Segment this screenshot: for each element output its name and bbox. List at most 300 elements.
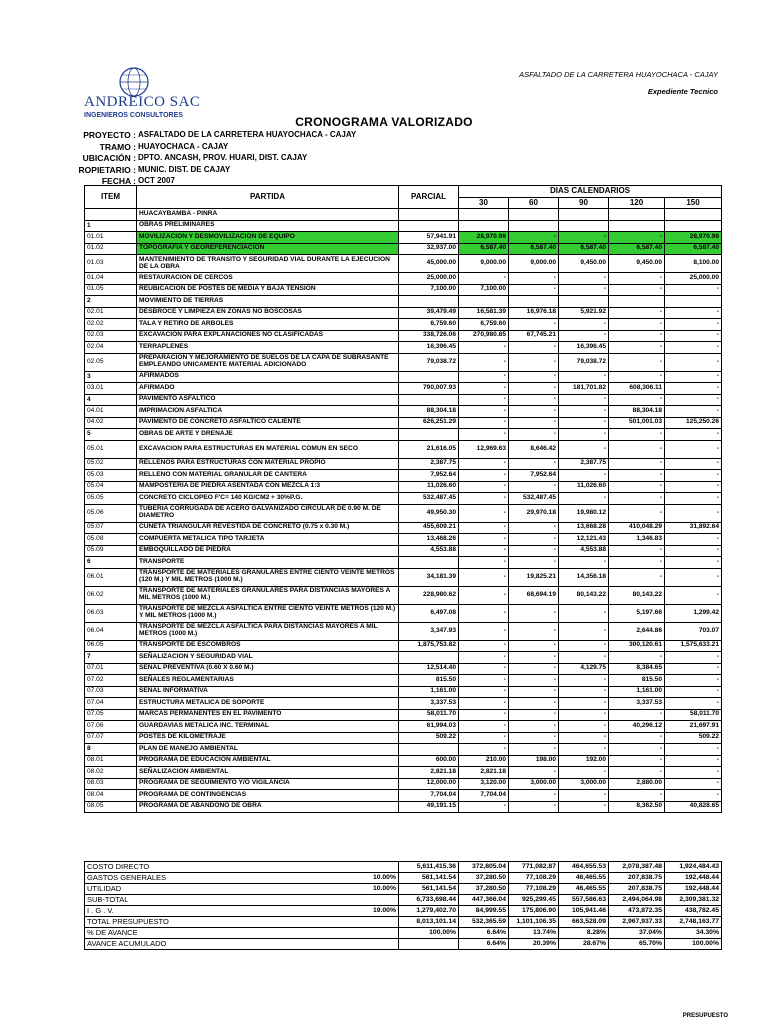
item-description: GUARDAVIAS METALICA INC. TERMINAL bbox=[137, 721, 399, 733]
item-day-value: - bbox=[559, 767, 609, 779]
item-day-value: 6,587.40 bbox=[459, 243, 509, 255]
item-day-value bbox=[559, 220, 609, 232]
header-expediente: Expediente Tecnico bbox=[647, 87, 718, 96]
item-day-value: 1,346.83 bbox=[609, 534, 665, 546]
table-row bbox=[85, 686, 722, 698]
table-row bbox=[85, 383, 722, 395]
item-day-value: 58,011.70 bbox=[665, 709, 722, 721]
item-day-value: - bbox=[609, 371, 665, 383]
item-parcial bbox=[399, 296, 459, 308]
item-day-value: 5,921.92 bbox=[559, 307, 609, 319]
item-day-value: - bbox=[609, 440, 665, 458]
item-description: TRANSPORTE DE MEZCLA ASFALTICA ENTRE CIENTO VEINTE METROS (120 M.) Y MIL METROS (1000 M.) bbox=[137, 604, 399, 622]
item-parcial: 13,468.26 bbox=[399, 534, 459, 546]
item-code: 1 bbox=[85, 220, 137, 232]
table-row bbox=[85, 273, 722, 285]
item-day-value: - bbox=[459, 622, 509, 640]
item-description: EXCAVACION PARA ESTRUCTURAS EN MATERIAL COMUN EN SECO bbox=[137, 440, 399, 458]
summary-day-value: 100.00% bbox=[665, 939, 722, 950]
item-day-value: 21,697.91 bbox=[665, 721, 722, 733]
table-row bbox=[85, 353, 722, 371]
item-day-value: 7,704.04 bbox=[459, 790, 509, 802]
item-day-value: - bbox=[665, 778, 722, 790]
item-description: OBRAS PRELIMINARES bbox=[137, 220, 399, 232]
item-day-value: 67,745.21 bbox=[509, 330, 559, 342]
item-day-value: - bbox=[559, 698, 609, 710]
item-day-value: 9,000.00 bbox=[509, 255, 559, 273]
item-description: TOPOGRAFIA Y GEOREFERENCIACION bbox=[137, 243, 399, 255]
item-day-value: - bbox=[559, 232, 609, 244]
item-day-value: - bbox=[459, 545, 509, 557]
item-day-value: 8,384.65 bbox=[609, 663, 665, 675]
item-code: 07.06 bbox=[85, 721, 137, 733]
item-day-value: - bbox=[665, 586, 722, 604]
item-day-value: - bbox=[509, 622, 559, 640]
item-parcial: 790,007.93 bbox=[399, 383, 459, 395]
item-day-value: - bbox=[609, 504, 665, 522]
item-day-value: - bbox=[609, 557, 665, 569]
item-day-value: - bbox=[509, 429, 559, 441]
item-day-value: 19,825.21 bbox=[509, 568, 559, 586]
item-code: 05.07 bbox=[85, 522, 137, 534]
item-code: 5 bbox=[85, 429, 137, 441]
col-partida: PARTIDA bbox=[137, 186, 399, 209]
table-row bbox=[85, 732, 722, 744]
item-description: IMPRIMACION ASFALTICA bbox=[137, 406, 399, 418]
item-day-value: - bbox=[665, 470, 722, 482]
item-day-value: - bbox=[459, 686, 509, 698]
item-day-value: 6,587.40 bbox=[509, 243, 559, 255]
summary-day-value: 771,082.87 bbox=[509, 862, 559, 873]
item-description: RELLENOS PARA ESTRUCTURAS CON MATERIAL PROPIO bbox=[137, 458, 399, 470]
item-day-value: - bbox=[559, 732, 609, 744]
summary-label: % DE AVANCE bbox=[85, 928, 335, 939]
item-description: SEÑALIZACION Y SEGURIDAD VIAL bbox=[137, 652, 399, 664]
item-parcial: 455,609.21 bbox=[399, 522, 459, 534]
logo-name: ANDREICO SAC bbox=[84, 94, 201, 110]
item-day-value: - bbox=[509, 663, 559, 675]
summary-day-value: 28.67% bbox=[559, 939, 609, 950]
item-parcial: 49,191.15 bbox=[399, 801, 459, 813]
item-day-value: - bbox=[509, 371, 559, 383]
item-code: 05.06 bbox=[85, 504, 137, 522]
item-day-value: - bbox=[665, 284, 722, 296]
item-day-value: - bbox=[609, 545, 665, 557]
item-parcial bbox=[399, 429, 459, 441]
item-description: MOVILIZACION Y DESMOVILIZACION DE EQUIPO bbox=[137, 232, 399, 244]
item-day-value: - bbox=[509, 545, 559, 557]
item-description: TRANSPORTE DE MATERIALES GRANULARES ENTRE CIENTO VEINTE METROS (120 M.) Y MIL METROS (1000 M.) bbox=[137, 568, 399, 586]
summary-parcial: 5,611,415.36 bbox=[399, 862, 459, 873]
summary-day-value: 77,108.29 bbox=[509, 873, 559, 884]
item-parcial: 6,759.60 bbox=[399, 319, 459, 331]
summary-percent bbox=[335, 939, 399, 950]
summary-label: I . G . V. bbox=[85, 906, 335, 917]
table-row bbox=[85, 481, 722, 493]
item-day-value: - bbox=[559, 493, 609, 505]
item-day-value: - bbox=[509, 232, 559, 244]
item-description: SEÑAL PREVENTIVA (0.60 X 0.60 M.) bbox=[137, 663, 399, 675]
item-day-value: - bbox=[459, 481, 509, 493]
item-description: CONCRETO CICLOPEO F'C= 140 KG/CM2 + 30%P.G. bbox=[137, 493, 399, 505]
summary-percent bbox=[335, 895, 399, 906]
item-day-value: 14,356.18 bbox=[559, 568, 609, 586]
table-row bbox=[85, 243, 722, 255]
summary-day-value: 37,280.50 bbox=[459, 884, 509, 895]
item-day-value: - bbox=[509, 709, 559, 721]
summary-day-value: 447,366.04 bbox=[459, 895, 509, 906]
summary-row bbox=[85, 939, 722, 950]
table-row bbox=[85, 755, 722, 767]
cell-empty bbox=[559, 209, 609, 221]
meta-value: DPTO. ANCASH, PROV. HUARI, DIST. CAJAY bbox=[138, 153, 308, 162]
item-parcial bbox=[399, 371, 459, 383]
item-parcial bbox=[399, 220, 459, 232]
item-day-value: 5,197.66 bbox=[609, 604, 665, 622]
item-day-value: - bbox=[509, 686, 559, 698]
meta-label: TRAMO : bbox=[99, 141, 136, 152]
item-day-value bbox=[459, 220, 509, 232]
summary-day-value: 8.28% bbox=[559, 928, 609, 939]
summary-day-value: 557,586.63 bbox=[559, 895, 609, 906]
item-day-value: - bbox=[609, 652, 665, 664]
item-day-value: - bbox=[459, 801, 509, 813]
item-day-value: - bbox=[665, 663, 722, 675]
item-day-value: - bbox=[559, 652, 609, 664]
item-day-value: - bbox=[459, 698, 509, 710]
item-day-value: 13,668.28 bbox=[559, 522, 609, 534]
item-description: SEÑALES REGLAMENTARIAS bbox=[137, 675, 399, 687]
summary-row bbox=[85, 928, 722, 939]
summary-percent: 10.00% bbox=[335, 873, 399, 884]
item-day-value: - bbox=[509, 790, 559, 802]
item-code: 07.03 bbox=[85, 686, 137, 698]
item-code: 03.01 bbox=[85, 383, 137, 395]
table-row bbox=[85, 417, 722, 429]
item-code: 4 bbox=[85, 394, 137, 406]
item-day-value: - bbox=[559, 417, 609, 429]
item-day-value: - bbox=[459, 640, 509, 652]
item-day-value: - bbox=[509, 394, 559, 406]
item-code: 6 bbox=[85, 557, 137, 569]
summary-day-value: 175,806.90 bbox=[509, 906, 559, 917]
cell-empty bbox=[459, 209, 509, 221]
item-code: 05.05 bbox=[85, 493, 137, 505]
item-day-value: - bbox=[459, 342, 509, 354]
summary-row bbox=[85, 895, 722, 906]
item-description: OBRAS DE ARTE Y DRENAJE bbox=[137, 429, 399, 441]
item-day-value: 501,001.03 bbox=[609, 417, 665, 429]
meta-value: MUNIC. DIST. DE CAJAY bbox=[138, 164, 231, 174]
item-description: TERRAPLENES bbox=[137, 342, 399, 354]
table-row bbox=[85, 675, 722, 687]
table-row bbox=[85, 801, 722, 813]
item-day-value: - bbox=[665, 504, 722, 522]
summary-day-value: 46,465.55 bbox=[559, 884, 609, 895]
item-day-value: - bbox=[509, 534, 559, 546]
item-code: 06.03 bbox=[85, 604, 137, 622]
item-day-value: 1,575,633.21 bbox=[665, 640, 722, 652]
summary-parcial: 100.00% bbox=[399, 928, 459, 939]
item-day-value: - bbox=[459, 504, 509, 522]
summary-percent bbox=[335, 917, 399, 928]
item-day-value bbox=[665, 296, 722, 308]
summary-day-value: 2,967,937.33 bbox=[609, 917, 665, 928]
summary-row bbox=[85, 862, 722, 873]
summary-row bbox=[85, 884, 722, 895]
item-day-value: 28,970.96 bbox=[665, 232, 722, 244]
item-code: 05.03 bbox=[85, 470, 137, 482]
item-parcial: 2,387.75 bbox=[399, 458, 459, 470]
item-day-value: - bbox=[559, 721, 609, 733]
item-day-value: - bbox=[559, 709, 609, 721]
summary-day-value: 1,101,106.35 bbox=[509, 917, 559, 928]
item-day-value bbox=[509, 296, 559, 308]
item-day-value: - bbox=[665, 371, 722, 383]
item-code: 07.07 bbox=[85, 732, 137, 744]
item-code: 06.05 bbox=[85, 640, 137, 652]
item-day-value: - bbox=[609, 307, 665, 319]
table-row bbox=[85, 255, 722, 273]
item-description: TUBERIA CORRUGADA DE ACERO GALVANIZADO CIRCULAR DE 0.90 M. DE DIAMETRO bbox=[137, 504, 399, 522]
item-parcial: 12,514.40 bbox=[399, 663, 459, 675]
table-row bbox=[85, 709, 722, 721]
table-row bbox=[85, 371, 722, 383]
item-day-value: - bbox=[559, 604, 609, 622]
item-code: 02.05 bbox=[85, 353, 137, 371]
item-parcial: 2,821.18 bbox=[399, 767, 459, 779]
item-parcial: 1,875,753.82 bbox=[399, 640, 459, 652]
item-day-value: 300,120.61 bbox=[609, 640, 665, 652]
item-day-value: - bbox=[559, 319, 609, 331]
table-row bbox=[85, 557, 722, 569]
summary-day-value: 2,309,381.32 bbox=[665, 895, 722, 906]
logo-subtitle: INGENIEROS CONSULTORES bbox=[84, 112, 183, 119]
table-row bbox=[85, 406, 722, 418]
item-day-value: - bbox=[609, 330, 665, 342]
item-code: 01.05 bbox=[85, 284, 137, 296]
item-code: 7 bbox=[85, 652, 137, 664]
table-row bbox=[85, 698, 722, 710]
cell-empty bbox=[509, 209, 559, 221]
item-description: TRANSPORTE bbox=[137, 557, 399, 569]
item-day-value: - bbox=[509, 383, 559, 395]
summary-parcial: 6,733,698.44 bbox=[399, 895, 459, 906]
item-day-value: - bbox=[665, 342, 722, 354]
item-code: 08.03 bbox=[85, 778, 137, 790]
item-day-value: - bbox=[609, 353, 665, 371]
summary-day-value: 438,782.45 bbox=[665, 906, 722, 917]
item-code: 02.02 bbox=[85, 319, 137, 331]
item-day-value: - bbox=[459, 429, 509, 441]
summary-day-value: 13.74% bbox=[509, 928, 559, 939]
item-day-value: 3,000.00 bbox=[559, 778, 609, 790]
summary-day-value: 925,299.45 bbox=[509, 895, 559, 906]
item-description: MANTENIMIENTO DE TRANSITO Y SEGURIDAD VIAL DURANTE LA EJECUCION DE LA OBRA bbox=[137, 255, 399, 273]
item-parcial: 58,011.70 bbox=[399, 709, 459, 721]
item-parcial: 12,000.00 bbox=[399, 778, 459, 790]
item-day-value: 9,450.00 bbox=[559, 255, 609, 273]
col-day: 90 bbox=[559, 197, 609, 209]
item-day-value: 6,587.40 bbox=[609, 243, 665, 255]
item-day-value: - bbox=[509, 284, 559, 296]
item-day-value: - bbox=[665, 652, 722, 664]
item-day-value: 532,487.45 bbox=[509, 493, 559, 505]
item-parcial: 16,396.45 bbox=[399, 342, 459, 354]
item-day-value: - bbox=[509, 640, 559, 652]
item-day-value: - bbox=[665, 557, 722, 569]
col-day: 150 bbox=[665, 197, 722, 209]
item-day-value: - bbox=[509, 675, 559, 687]
item-day-value: 8,100.00 bbox=[665, 255, 722, 273]
item-day-value: - bbox=[665, 458, 722, 470]
table-row bbox=[85, 586, 722, 604]
item-code: 04.02 bbox=[85, 417, 137, 429]
table-row bbox=[85, 504, 722, 522]
item-parcial: 7,704.04 bbox=[399, 790, 459, 802]
item-day-value: - bbox=[559, 330, 609, 342]
item-day-value: - bbox=[665, 481, 722, 493]
item-code: 08.02 bbox=[85, 767, 137, 779]
item-day-value: - bbox=[665, 493, 722, 505]
summary-parcial: 561,141.54 bbox=[399, 873, 459, 884]
item-description: EXCAVACION PARA EXPLANACIONES NO CLASIFICADAS bbox=[137, 330, 399, 342]
cell-empty bbox=[85, 209, 137, 221]
item-day-value: 410,048.29 bbox=[609, 522, 665, 534]
item-day-value: - bbox=[509, 342, 559, 354]
item-day-value: - bbox=[509, 557, 559, 569]
item-description: PAVIMENTO ASFALTICO bbox=[137, 394, 399, 406]
item-description: TRANSPORTE DE MATERIALES GRANULARES PARA DISTANCIAS MAYORES A MIL METROS (1000 M.) bbox=[137, 586, 399, 604]
table-row bbox=[85, 319, 722, 331]
item-day-value: - bbox=[509, 273, 559, 285]
col-item: ITEM bbox=[85, 186, 137, 209]
item-parcial: 3,337.53 bbox=[399, 698, 459, 710]
item-day-value: - bbox=[665, 568, 722, 586]
item-day-value: - bbox=[459, 675, 509, 687]
item-day-value: 815.50 bbox=[609, 675, 665, 687]
item-code: 08.04 bbox=[85, 790, 137, 802]
item-day-value bbox=[609, 220, 665, 232]
col-day: 120 bbox=[609, 197, 665, 209]
table-row bbox=[85, 440, 722, 458]
item-day-value: - bbox=[459, 371, 509, 383]
item-code: 05.01 bbox=[85, 440, 137, 458]
meta-value: HUAYOCHACA - CAJAY bbox=[138, 141, 229, 151]
table-row bbox=[85, 534, 722, 546]
item-day-value: 509.22 bbox=[665, 732, 722, 744]
item-day-value: - bbox=[665, 406, 722, 418]
item-day-value: - bbox=[609, 394, 665, 406]
item-day-value: 8,362.50 bbox=[609, 801, 665, 813]
item-day-value: - bbox=[609, 481, 665, 493]
item-day-value: - bbox=[509, 604, 559, 622]
item-day-value: - bbox=[609, 709, 665, 721]
item-day-value: - bbox=[559, 273, 609, 285]
summary-day-value: 77,108.29 bbox=[509, 884, 559, 895]
summary-table bbox=[84, 861, 722, 950]
item-code: 07.04 bbox=[85, 698, 137, 710]
item-description: PLAN DE MANEJO AMBIENTAL bbox=[137, 744, 399, 756]
table-row bbox=[85, 232, 722, 244]
item-day-value: - bbox=[459, 721, 509, 733]
item-parcial: 3,347.93 bbox=[399, 622, 459, 640]
item-day-value: - bbox=[559, 371, 609, 383]
summary-day-value: 663,528.09 bbox=[559, 917, 609, 928]
item-parcial: 509.22 bbox=[399, 732, 459, 744]
page-title: CRONOGRAMA VALORIZADO bbox=[295, 115, 473, 129]
summary-parcial: 1,279,402.70 bbox=[399, 906, 459, 917]
item-day-value: 6,587.40 bbox=[665, 243, 722, 255]
item-parcial bbox=[399, 652, 459, 664]
summary-label: TOTAL PRESUPUESTO bbox=[85, 917, 335, 928]
item-day-value: 608,306.11 bbox=[609, 383, 665, 395]
item-description: AFIRMADO bbox=[137, 383, 399, 395]
table-row bbox=[85, 284, 722, 296]
item-code: 07.02 bbox=[85, 675, 137, 687]
item-parcial: 49,950.30 bbox=[399, 504, 459, 522]
item-day-value: - bbox=[459, 652, 509, 664]
item-day-value: - bbox=[665, 353, 722, 371]
table-row bbox=[85, 493, 722, 505]
item-day-value: - bbox=[459, 709, 509, 721]
meta-label: ROPIETARIO : bbox=[78, 164, 136, 175]
item-day-value: 40,828.65 bbox=[665, 801, 722, 813]
item-day-value: - bbox=[459, 534, 509, 546]
item-day-value: - bbox=[459, 604, 509, 622]
item-day-value: - bbox=[559, 470, 609, 482]
item-day-value: - bbox=[665, 307, 722, 319]
item-day-value: - bbox=[665, 394, 722, 406]
item-day-value: - bbox=[509, 721, 559, 733]
summary-day-value: 207,838.75 bbox=[609, 873, 665, 884]
item-parcial: 21,616.05 bbox=[399, 440, 459, 458]
item-day-value: 6,587.40 bbox=[559, 243, 609, 255]
summary-percent bbox=[335, 862, 399, 873]
item-day-value: 270,980.85 bbox=[459, 330, 509, 342]
item-day-value: - bbox=[609, 493, 665, 505]
item-day-value: - bbox=[459, 417, 509, 429]
meta-value: ASFALTADO DE LA CARRETERA HUAYOCHACA - CAJAY bbox=[138, 130, 357, 139]
item-day-value: - bbox=[559, 640, 609, 652]
summary-day-value: 207,838.75 bbox=[609, 884, 665, 895]
item-code: 06.04 bbox=[85, 622, 137, 640]
summary-day-value: 20.39% bbox=[509, 939, 559, 950]
item-day-value: - bbox=[559, 622, 609, 640]
item-day-value: - bbox=[559, 557, 609, 569]
item-code: 02.01 bbox=[85, 307, 137, 319]
item-day-value: - bbox=[665, 744, 722, 756]
summary-row bbox=[85, 906, 722, 917]
item-day-value: 2,821.18 bbox=[459, 767, 509, 779]
item-parcial: 57,941.91 bbox=[399, 232, 459, 244]
table-row bbox=[85, 568, 722, 586]
item-description: TRANSPORTE DE ESCOMBROS bbox=[137, 640, 399, 652]
item-day-value: - bbox=[559, 801, 609, 813]
summary-day-value: 2,748,163.77 bbox=[665, 917, 722, 928]
item-day-value: - bbox=[609, 755, 665, 767]
item-parcial: 88,304.18 bbox=[399, 406, 459, 418]
item-description: DESBROCE Y LIMPIEZA EN ZONAS NO BOSCOSAS bbox=[137, 307, 399, 319]
item-day-value: - bbox=[609, 429, 665, 441]
item-parcial: 45,000.00 bbox=[399, 255, 459, 273]
summary-day-value: 2,494,064.98 bbox=[609, 895, 665, 906]
item-description: TRANSPORTE DE MEZCLA ASFALTICA PARA DISTANCIAS MAYORES A MIL METROS (1000 M.) bbox=[137, 622, 399, 640]
item-day-value: - bbox=[459, 732, 509, 744]
item-parcial: 11,026.60 bbox=[399, 481, 459, 493]
item-day-value: 2,880.00 bbox=[609, 778, 665, 790]
item-parcial: 626,251.29 bbox=[399, 417, 459, 429]
